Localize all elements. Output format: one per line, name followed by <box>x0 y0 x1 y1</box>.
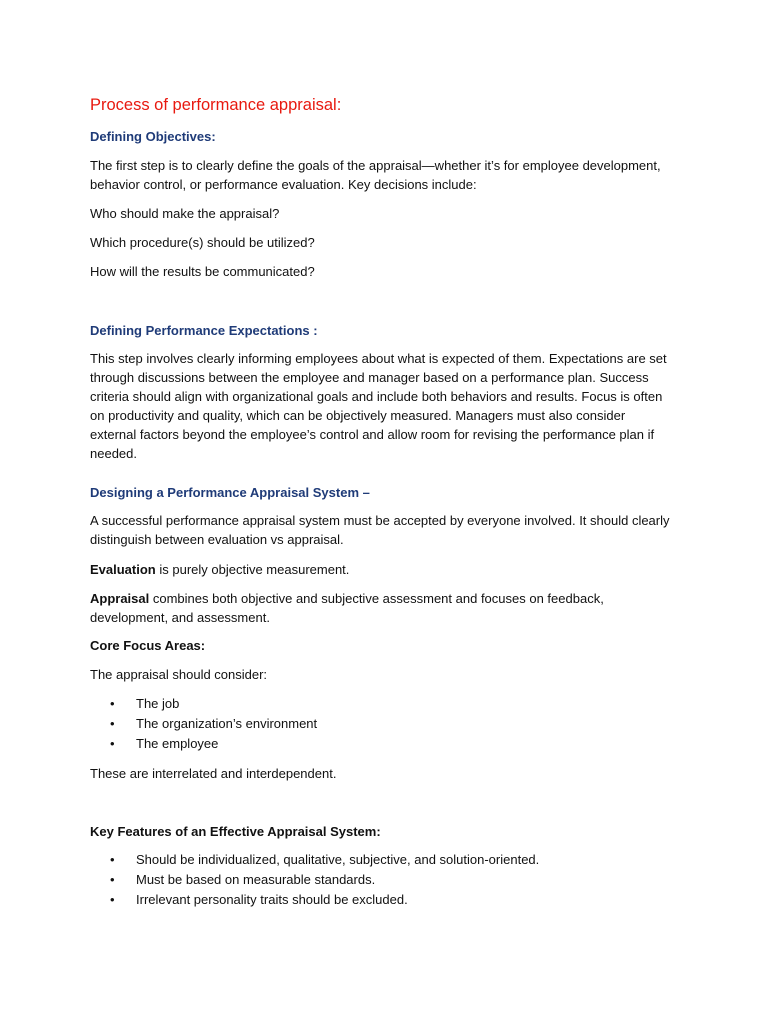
core-focus-note: These are interrelated and interdependent. <box>90 766 337 781</box>
section-heading-objectives: Defining Objectives: <box>90 129 216 144</box>
objectives-question-3: How will the results be communicated? <box>90 264 315 279</box>
design-intro: A successful performance appraisal system must be accepted by everyone involved. It should clearly distinguish between evaluation vs appraisal. <box>90 513 670 547</box>
appraisal-term: Appraisal <box>90 591 150 606</box>
list-item: • Irrelevant personality traits should be excluded. <box>90 890 539 910</box>
list-item: • The organization’s environment <box>90 714 317 734</box>
bullet-icon: • <box>110 852 115 867</box>
bullet-icon: • <box>110 696 115 711</box>
page-title: Process of performance appraisal: <box>90 96 342 114</box>
key-features-list <box>90 850 539 910</box>
appraisal-definition <box>90 589 680 627</box>
objectives-question-2: Which procedure(s) should be utilized? <box>90 235 315 250</box>
core-focus-heading: Core Focus Areas: <box>90 638 206 653</box>
section-heading-expectations: Defining Performance Expectations : <box>90 323 318 338</box>
list-item: • Must be based on measurable standards. <box>90 870 539 890</box>
core-focus-list <box>90 694 317 754</box>
section-heading-design: Designing a Performance Appraisal System – <box>90 485 370 500</box>
evaluation-term: Evaluation <box>90 562 156 577</box>
objectives-intro: The first step is to clearly define the goals of the appraisal—whether it’s for employee development, behavior control, or performance evaluation. Key decisions include: <box>90 158 661 192</box>
key-features-heading: Key Features of an Effective Appraisal System: <box>90 824 381 839</box>
objectives-question-1: Who should make the appraisal? <box>90 206 280 221</box>
bullet-icon: • <box>110 716 115 731</box>
bullet-icon: • <box>110 892 115 907</box>
core-focus-intro: The appraisal should consider: <box>90 667 268 682</box>
appraisal-text: combines both objective and subjective assessment and focuses on feedback, development, and assessment. <box>90 591 604 625</box>
list-item: • Should be individualized, qualitative, subjective, and solution-oriented. <box>90 850 539 870</box>
evaluation-definition <box>90 560 349 579</box>
expectations-body: This step involves clearly informing employees about what is expected of them. Expectations are set through discussions between the employee and manager based on a performance plan. Success criteria should align with organizational goals and include both behaviors and results. Focus is often on productivity and quality, which can be objectively measured. Managers must also consider external factors beyond the employee’s control and allow room for revising the performance plan if needed. <box>90 351 667 461</box>
bullet-icon: • <box>110 736 115 751</box>
evaluation-text: is purely objective measurement. <box>155 562 350 577</box>
list-item: • The job <box>90 694 317 714</box>
list-item: • The employee <box>90 734 317 754</box>
bullet-icon: • <box>110 872 115 887</box>
